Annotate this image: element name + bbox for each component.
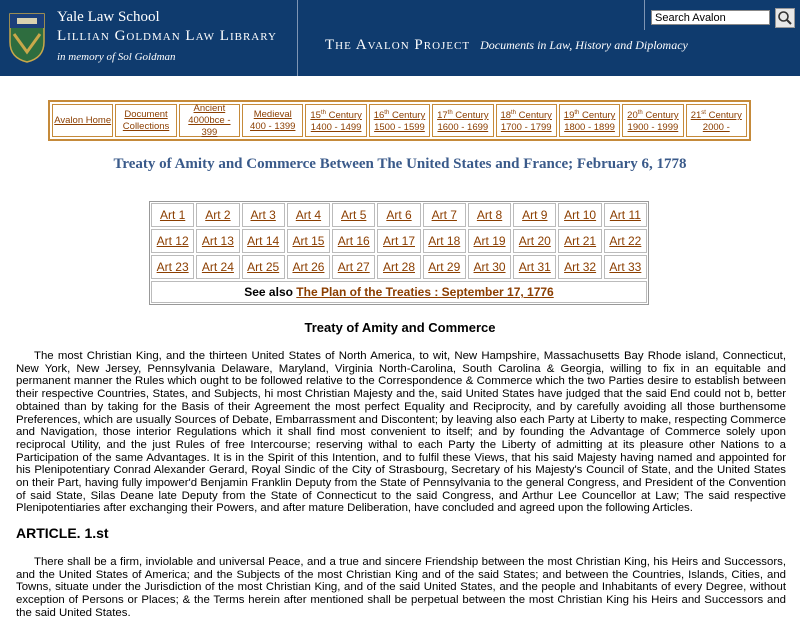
search-input[interactable]: Search Avalon [651, 10, 770, 25]
article-link-5[interactable] [332, 203, 375, 227]
article-link-6[interactable] [377, 203, 420, 227]
nav-link-label: Medieval [253, 108, 292, 120]
nav-link-7[interactable] [496, 104, 557, 137]
law-library-link[interactable]: Lillian Goldman Law Library [57, 28, 277, 44]
see-also-row [151, 281, 647, 303]
nav-link-label: 20th Century [627, 109, 679, 122]
article-link-16[interactable] [332, 229, 375, 253]
article-link-label: Art 17 [382, 234, 415, 248]
article-link-22[interactable] [604, 229, 647, 253]
document-subtitle: Treaty of Amity and Commerce [304, 320, 496, 335]
nav-link-label: Avalon Home [54, 114, 112, 126]
article-link-label: Art 5 [341, 208, 367, 222]
article-link-label: Art 19 [473, 234, 506, 248]
yale-law-crest-icon[interactable] [8, 12, 46, 64]
article-link-label: Art 11 [609, 208, 641, 222]
nav-link-sublabel: 1900 - 1999 [627, 122, 679, 134]
nav-link-6[interactable] [432, 104, 493, 137]
article-link-label: Art 24 [201, 260, 234, 274]
article-link-11[interactable] [604, 203, 647, 227]
article-link-label: Art 27 [337, 260, 370, 274]
nav-link-label: 17th Century [437, 109, 489, 122]
article-link-13[interactable] [196, 229, 239, 253]
nav-link-label: 21st Century [690, 109, 742, 122]
article-1-heading: ARTICLE. 1.st [16, 525, 109, 541]
article-link-label: Art 31 [518, 260, 551, 274]
article-link-25[interactable] [242, 255, 285, 279]
article-link-label: Art 2 [205, 208, 231, 222]
search-divider [644, 0, 645, 30]
memorial-text: in memory of Sol Goldman [57, 51, 176, 63]
article-link-label: Art 3 [250, 208, 276, 222]
article-link-27[interactable] [332, 255, 375, 279]
article-link-label: Art 32 [564, 260, 597, 274]
nav-link-5[interactable] [369, 104, 430, 137]
article-link-label: Art 23 [156, 260, 189, 274]
period-navigation [48, 100, 751, 141]
nav-link-2[interactable] [179, 104, 240, 137]
article-link-label: Art 13 [201, 234, 234, 248]
article-link-label: Art 4 [295, 208, 322, 222]
article-link-21[interactable] [558, 229, 601, 253]
article-link-31[interactable] [513, 255, 556, 279]
search-button[interactable] [775, 8, 795, 28]
article-1-paragraph: There shall be a firm, inviolable and universal Peace, and a true and sincere Friendship between the most Christian King, his Heirs and Successors, and the United States of America; and the Subjects of the most Christian King and of the said States; and between the Countries, Islands, Cities, and Towns, situate under the Jurisdiction of the most Christian King, and of the said United States, and the people and Inhabitants of every Degree, without exception of Persons or Places; & the Terms herein after mentioned shall be perpetual between the most Christian King his Heirs and Successors and the said United States. [16, 556, 786, 619]
article-link-4[interactable] [287, 203, 330, 227]
nav-link-sublabel: 1600 - 1699 [437, 122, 489, 134]
article-link-20[interactable] [513, 229, 556, 253]
article-link-label: Art 9 [522, 208, 548, 222]
article-link-15[interactable] [287, 229, 330, 253]
nav-link-label: 16th Century [373, 109, 426, 122]
nav-link-sublabel: 1700 - 1799 [500, 122, 552, 134]
article-link-12[interactable] [151, 229, 194, 253]
article-link-label: Art 21 [564, 234, 597, 248]
article-link-9[interactable] [513, 203, 556, 227]
nav-link-3[interactable] [242, 104, 303, 137]
article-link-32[interactable] [558, 255, 601, 279]
article-link-17[interactable] [377, 229, 420, 253]
plan-of-treaties-link[interactable]: The Plan of the Treaties : September 17, 1776 [296, 285, 554, 299]
article-link-label: Art 1 [159, 208, 186, 222]
article-link-label: Art 15 [292, 234, 325, 248]
nav-link-sublabel: 4000bce - 399 [188, 114, 231, 138]
article-link-label: Art 18 [428, 234, 461, 248]
nav-link-label: Ancient [193, 102, 226, 114]
page-title: Treaty of Amity and Commerce Between The United States and France; February 6, 1778 [113, 156, 687, 172]
nav-link-sublabel: Collections [122, 120, 170, 132]
article-link-label: Art 26 [292, 260, 325, 274]
nav-link-sublabel: 2000 - [702, 122, 730, 134]
avalon-project-title[interactable]: The Avalon Project [325, 37, 471, 53]
article-link-label: Art 12 [156, 234, 189, 248]
article-link-label: Art 10 [564, 208, 597, 222]
article-link-label: Art 14 [247, 234, 280, 248]
article-link-7[interactable] [423, 203, 466, 227]
article-link-label: Art 33 [609, 260, 642, 274]
article-link-label: Art 29 [428, 260, 461, 274]
nav-link-label: 18th Century [500, 109, 552, 122]
nav-link-8[interactable] [559, 104, 620, 137]
see-also-label: See also [244, 285, 293, 299]
preamble-paragraph: The most Christian King, and the thirteen United States of North America, to wit, New Hampshire, Massachusetts Bay Rhode island, Connecticut, New York, New Jersey, Pennsylvania Delaware, Maryland, Virginia North-Carolina, South Carolina & Georgia, willing to fix in an equitable and permanent manner the Rules which ought to be followed relative to the Correspondence & Commerce which the two Parties desire to establish between their respective Countries, States, and Subjects, hi most Christian Majesty and the, said United States have judged that the said End could not b, better obtained than by taking for the Basis of their Agreement the most perfect Equality and Reciprocity, and by carefully avoiding all those burthensome Preferences, which are usually Sources of Debate, Embarrassment and Discontent; by leaving also each Party at Liberty to make, respecting Commerce and Navigation, those interior Regulations which it shall find most convenient to itself; and by founding the Advantage of Commerce solely upon reciprocal Utility, and the just Rules of free Intercourse; reserving withal to each Party the Liberty of admitting at its pleasure other Nations to a Participation of the same Advantages. It is in the Spirit of this Intention, and to fulfil these Views, that his said Majesty having named and appointed for his Plenipotentiary Conrad Alexander Gerard, Royal Sindic of the City of Strasbourg, Secretary of his Majesty's Council of State, and the United States on their Part, having fully impower'd Benjamin Franklin Deputy from the State of Pennsylvania to the general Congress, and President of the Convention of said State, Silas Deane late Deputy from the State of Connecticut to the said Congress, and Arthur Lee Councellor at Law; The said respective Plenipotentiaries after exchanging their Powers, and after mature Deliberation, have concluded and agreed upon the following Articles. [16, 350, 786, 515]
article-link-label: Art 8 [476, 208, 503, 222]
article-link-3[interactable] [242, 203, 285, 227]
article-link-10[interactable] [558, 203, 601, 227]
yale-law-school-link[interactable]: Yale Law School [57, 9, 160, 25]
nav-link-label: 15th Century [310, 109, 362, 122]
article-link-24[interactable] [196, 255, 239, 279]
article-link-14[interactable] [242, 229, 285, 253]
nav-link-sublabel: 400 - 1399 [250, 120, 296, 132]
nav-link-label: 19th Century [563, 109, 616, 122]
article-link-label: Art 16 [337, 234, 370, 248]
nav-link-label: Document [124, 108, 168, 120]
article-link-8[interactable] [468, 203, 511, 227]
avalon-tagline: Documents in Law, History and Diplomacy [480, 38, 688, 52]
search-icon [776, 9, 794, 27]
site-header [0, 0, 800, 76]
article-link-1[interactable] [151, 203, 194, 227]
nav-link-10[interactable] [686, 104, 747, 137]
header-divider [297, 0, 298, 76]
article-link-label: Art 30 [473, 260, 506, 274]
avalon-project-banner[interactable] [325, 36, 688, 54]
article-link-23[interactable] [151, 255, 194, 279]
article-link-19[interactable] [468, 229, 511, 253]
article-link-label: Art 28 [382, 260, 415, 274]
article-link-label: Art 25 [247, 260, 280, 274]
article-link-2[interactable] [196, 203, 239, 227]
article-link-33[interactable] [604, 255, 647, 279]
article-link-label: Art 22 [609, 234, 642, 248]
article-link-26[interactable] [287, 255, 330, 279]
nav-link-sublabel: 1800 - 1899 [564, 122, 615, 134]
nav-link-4[interactable] [305, 104, 366, 137]
nav-link-sublabel: 1400 - 1499 [310, 122, 362, 134]
nav-link-1[interactable] [115, 104, 176, 137]
articles-index [149, 201, 649, 305]
article-link-label: Art 6 [386, 208, 412, 222]
article-link-label: Art 20 [518, 234, 551, 248]
article-link-18[interactable] [423, 229, 466, 253]
article-link-29[interactable] [423, 255, 466, 279]
article-link-28[interactable] [377, 255, 420, 279]
nav-link-9[interactable] [622, 104, 683, 137]
article-link-label: Art 7 [431, 208, 457, 222]
nav-link-sublabel: 1500 - 1599 [374, 122, 425, 134]
article-link-30[interactable] [468, 255, 511, 279]
nav-link-0[interactable] [52, 104, 113, 137]
